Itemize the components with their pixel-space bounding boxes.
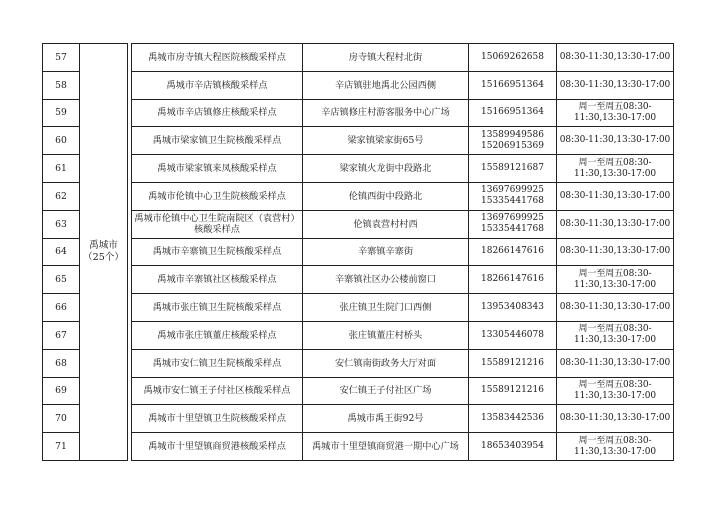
sampling-point-name: 禹城市辛寨镇社区核酸采样点	[132, 266, 303, 294]
sampling-point-address: 辛店镇修庄村游客服务中心广场	[303, 99, 469, 127]
contact-phone	[469, 433, 557, 461]
rows.14.time-line: 11:30,13:30-17:00	[573, 446, 656, 457]
sampling-point-name: 禹城市张庄镇卫生院核酸采样点	[132, 294, 303, 322]
service-hours	[557, 155, 674, 183]
rows.2.phone-line: 15166951364	[481, 107, 544, 118]
rows.11.phone-line: 15589121216	[481, 357, 544, 368]
sampling-point-name: 禹城市张庄镇董庄核酸采样点	[132, 321, 303, 349]
service-hours	[557, 405, 674, 433]
sampling-point-name: 禹城市伦镇中心卫生院核酸采样点	[132, 182, 303, 210]
sampling-point-address: 禹城市禹王街92号	[303, 405, 469, 433]
table-row	[43, 71, 674, 99]
rows.7.time-line: 08:30-11:30,13:30-17:00	[559, 246, 671, 257]
table-row	[43, 182, 674, 210]
row-number: 70	[43, 405, 80, 433]
row-number: 57	[43, 44, 80, 72]
service-hours	[557, 44, 674, 72]
service-hours	[557, 99, 674, 127]
sampling-point-address: 张庄镇卫生院门口西侧	[303, 294, 469, 322]
service-hours	[557, 182, 674, 210]
sampling-point-name: 禹城市十里望镇商贸港核酸采样点	[132, 433, 303, 461]
contact-phone	[469, 377, 557, 405]
rows.2.time-line: 11:30,13:30-17:00	[573, 112, 656, 123]
sampling-point-name: 禹城市伦镇中心卫生院南院区（袁营村）核酸采样点	[132, 210, 303, 238]
service-hours	[557, 349, 674, 377]
sampling-point-address: 张庄镇董庄村桥头	[303, 321, 469, 349]
sampling-point-name: 禹城市十里望镇卫生院核酸采样点	[132, 405, 303, 433]
sampling-point-address: 辛寨镇辛寨街	[303, 238, 469, 266]
rows.14.phone-line: 18653403954	[481, 441, 544, 452]
row-number: 67	[43, 321, 80, 349]
contact-phone	[469, 44, 557, 72]
rows.8.time-line: 周一至周五08:30-	[578, 268, 652, 279]
row-number: 68	[43, 349, 80, 377]
service-hours	[557, 238, 674, 266]
contact-phone	[469, 405, 557, 433]
sampling-point-address: 房寺镇大程村北街	[303, 44, 469, 72]
sampling-point-name: 禹城市梁家镇来凤核酸采样点	[132, 155, 303, 183]
sampling-point-address: 辛店镇驻地禹北公园西侧	[303, 71, 469, 99]
service-hours	[557, 266, 674, 294]
rows.12.phone-line: 15589121216	[481, 385, 544, 396]
service-hours	[557, 71, 674, 99]
rows.10.time-line: 11:30,13:30-17:00	[573, 335, 656, 346]
rows.4.time-line: 11:30,13:30-17:00	[573, 168, 656, 179]
sampling-point-table	[42, 43, 674, 461]
rows.3.phone-line: 15206915369	[481, 140, 544, 151]
sampling-point-table-page	[42, 43, 673, 460]
rows.6.phone-line: 13697699925	[481, 213, 544, 224]
rows.0.phone-line: 15069262658	[481, 51, 544, 62]
contact-phone	[469, 155, 557, 183]
sampling-point-name: 禹城市辛店镇核酸采样点	[132, 71, 303, 99]
row-number: 59	[43, 99, 80, 127]
sampling-point-address: 辛寨镇社区办公楼前窗口	[303, 266, 469, 294]
rows.8.time-line: 11:30,13:30-17:00	[573, 279, 656, 290]
table-row	[43, 321, 674, 349]
rows.9.time-line: 08:30-11:30,13:30-17:00	[559, 302, 671, 313]
row-number: 62	[43, 182, 80, 210]
sampling-point-address: 伦镇西街中段路北	[303, 182, 469, 210]
rows.11.time-line: 08:30-11:30,13:30-17:00	[559, 357, 671, 368]
sampling-point-address: 安仁镇王子付社区广场	[303, 377, 469, 405]
service-hours	[557, 294, 674, 322]
contact-phone	[469, 71, 557, 99]
rows.2.time-line: 周一至周五08:30-	[578, 101, 652, 112]
row-number: 63	[43, 210, 80, 238]
table-row	[43, 155, 674, 183]
rows.1.phone-line: 15166951364	[481, 79, 544, 90]
row-number: 69	[43, 377, 80, 405]
row-number: 58	[43, 71, 80, 99]
row-number: 66	[43, 294, 80, 322]
sampling-point-address: 禹城市十里望镇商贸港一期中心广场	[303, 433, 469, 461]
city-label: 禹城市	[89, 239, 118, 251]
contact-phone	[469, 266, 557, 294]
rows.7.phone-line: 18266147616	[481, 246, 544, 257]
table-row	[43, 405, 674, 433]
rows.3.phone-line: 13589949586	[481, 129, 544, 140]
rows.13.phone-line: 13583442536	[481, 413, 544, 424]
table-row	[43, 433, 674, 461]
sampling-point-name: 禹城市房寺镇大程医院核酸采样点	[132, 44, 303, 72]
city-count: （25个）	[83, 251, 124, 263]
sampling-point-address: 伦镇袁营村村西	[303, 210, 469, 238]
rows.10.time-line: 周一至周五08:30-	[578, 324, 652, 335]
service-hours	[557, 377, 674, 405]
contact-phone	[469, 127, 557, 155]
contact-phone	[469, 238, 557, 266]
table-row	[43, 99, 674, 127]
rows.12.time-line: 11:30,13:30-17:00	[573, 390, 656, 401]
sampling-point-name: 禹城市辛店镇修庄核酸采样点	[132, 99, 303, 127]
sampling-point-name: 禹城市梁家镇卫生院核酸采样点	[132, 127, 303, 155]
sampling-point-address: 安仁镇南街政务大厅对面	[303, 349, 469, 377]
sampling-point-address: 梁家镇火龙街中段路北	[303, 155, 469, 183]
rows.0.time-line: 08:30-11:30,13:30-17:00	[559, 51, 671, 62]
rows.12.time-line: 周一至周五08:30-	[578, 379, 652, 390]
row-number: 60	[43, 127, 80, 155]
contact-phone	[469, 321, 557, 349]
table-row	[43, 210, 674, 238]
city-cell	[80, 44, 128, 461]
rows.6.time-line: 08:30-11:30,13:30-17:00	[559, 218, 671, 229]
row-number: 71	[43, 433, 80, 461]
rows.8.phone-line: 18266147616	[481, 274, 544, 285]
service-hours	[557, 321, 674, 349]
rows.10.phone-line: 13305446078	[481, 329, 544, 340]
table-row	[43, 238, 674, 266]
rows.5.phone-line: 13697699925	[481, 185, 544, 196]
row-number: 65	[43, 266, 80, 294]
rows.4.time-line: 周一至周五08:30-	[578, 157, 652, 168]
rows.9.phone-line: 13953408343	[481, 302, 544, 313]
sampling-point-address: 梁家镇梁家街65号	[303, 127, 469, 155]
rows.5.phone-line: 15335441768	[481, 196, 544, 207]
service-hours	[557, 210, 674, 238]
contact-phone	[469, 210, 557, 238]
contact-phone	[469, 182, 557, 210]
rows.1.time-line: 08:30-11:30,13:30-17:00	[559, 79, 671, 90]
contact-phone	[469, 294, 557, 322]
service-hours	[557, 127, 674, 155]
table-row	[43, 44, 674, 72]
sampling-point-name: 禹城市安仁镇王子付社区核酸采样点	[132, 377, 303, 405]
row-number: 64	[43, 238, 80, 266]
table-row	[43, 266, 674, 294]
row-number: 61	[43, 155, 80, 183]
rows.3.time-line: 08:30-11:30,13:30-17:00	[559, 135, 671, 146]
sampling-point-name: 禹城市安仁镇卫生院核酸采样点	[132, 349, 303, 377]
sampling-point-name: 禹城市辛寨镇卫生院核酸采样点	[132, 238, 303, 266]
rows.4.phone-line: 15589121687	[481, 163, 544, 174]
rows.13.time-line: 08:30-11:30,13:30-17:00	[559, 413, 671, 424]
contact-phone	[469, 99, 557, 127]
service-hours	[557, 433, 674, 461]
table-row	[43, 127, 674, 155]
contact-phone	[469, 349, 557, 377]
table-row	[43, 294, 674, 322]
rows.14.time-line: 周一至周五08:30-	[578, 435, 652, 446]
rows.6.phone-line: 15335441768	[481, 224, 544, 235]
table-row	[43, 377, 674, 405]
table-row	[43, 349, 674, 377]
rows.5.time-line: 08:30-11:30,13:30-17:00	[559, 190, 671, 201]
